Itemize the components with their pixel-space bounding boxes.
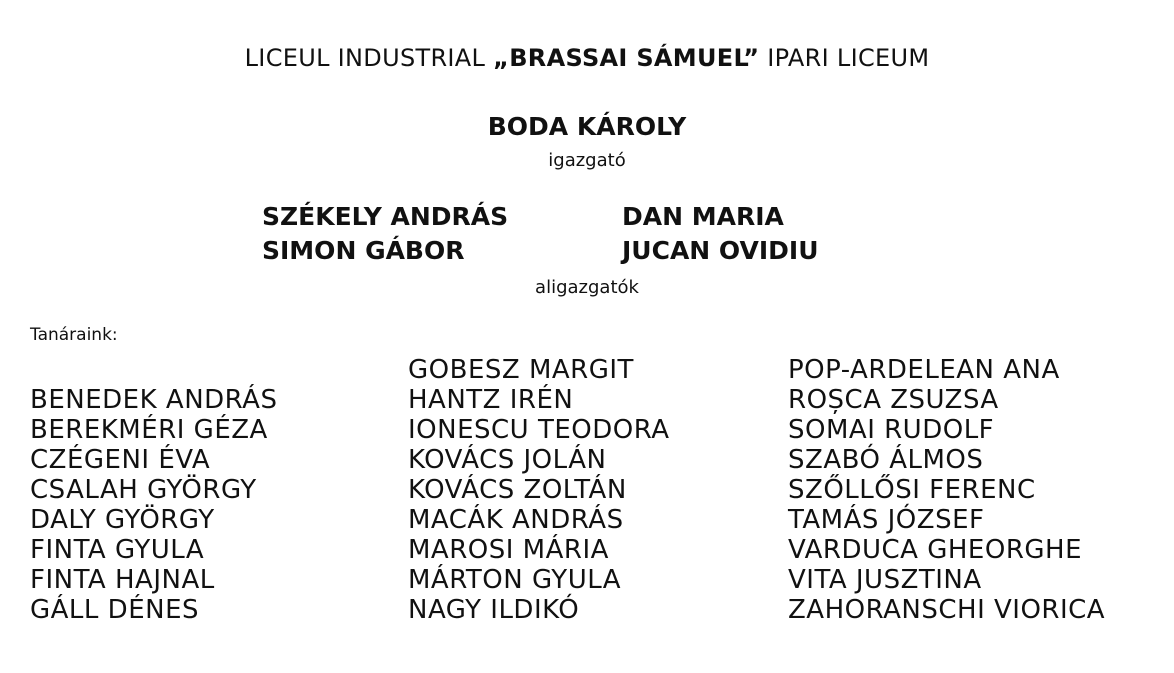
teacher-name: VITA JUSZTINA xyxy=(788,565,982,595)
teachers-column-2 xyxy=(408,355,670,625)
deputies-column-2 xyxy=(622,200,819,268)
teacher-name: MACÁK ANDRÁS xyxy=(408,505,624,535)
teachers-column-1 xyxy=(30,385,277,625)
teacher-name: SZŐLLŐSI FERENC xyxy=(788,475,1036,505)
teacher-name: DALY GYÖRGY xyxy=(30,505,215,535)
director-role: igazgató xyxy=(548,150,626,171)
teacher-name: VARDUCA GHEORGHE xyxy=(788,535,1083,565)
teachers-column-3 xyxy=(788,355,1105,625)
school-title xyxy=(0,44,1174,72)
teacher-name: HANTZ IRÉN xyxy=(408,385,574,415)
teacher-name: FINTA HAJNAL xyxy=(30,565,215,595)
deputy-name: DAN MARIA xyxy=(622,202,784,231)
teacher-name: GOBESZ MARGIT xyxy=(408,355,634,385)
teacher-name: BENEDEK ANDRÁS xyxy=(30,385,278,415)
teacher-name: FINTA GYULA xyxy=(30,535,205,565)
teacher-name: MÁRTON GYULA xyxy=(408,565,622,595)
teacher-name: BEREKMÉRI GÉZA xyxy=(30,415,268,445)
deputies-column-1 xyxy=(262,200,508,268)
teacher-name: CZÉGENI ÉVA xyxy=(30,445,211,475)
deputy-name: SIMON GÁBOR xyxy=(262,236,465,265)
teachers-label: Tanáraink: xyxy=(30,325,118,345)
teacher-name: SOMAI RUDOLF xyxy=(788,415,995,445)
teacher-name: IONESCU TEODORA xyxy=(408,415,670,445)
teacher-name: KOVÁCS JOLÁN xyxy=(408,445,607,475)
teacher-name: KOVÁCS ZOLTÁN xyxy=(408,475,627,505)
teacher-name: ZAHORANSCHI VIORICA xyxy=(788,595,1106,625)
teacher-name: GÁLL DÉNES xyxy=(30,595,199,625)
teacher-name: POP-ARDELEAN ANA xyxy=(788,355,1060,385)
teacher-name: TAMÁS JÓZSEF xyxy=(788,505,985,535)
deputies-role: aligazgatók xyxy=(535,277,639,298)
teacher-name: MAROSI MÁRIA xyxy=(408,535,609,565)
school-title-name: „BRASSAI SÁMUEL” xyxy=(493,44,760,72)
teacher-name: NAGY ILDIKÓ xyxy=(408,595,580,625)
teacher-name: CSALAH GYÖRGY xyxy=(30,475,257,505)
deputy-name: SZÉKELY ANDRÁS xyxy=(262,202,509,231)
director-name: BODA KÁROLY xyxy=(487,112,687,141)
school-title-suffix: IPARI LICEUM xyxy=(767,44,930,72)
deputy-name: JUCAN OVIDIU xyxy=(622,236,819,265)
teacher-name: ROȘCA ZSUZSA xyxy=(788,385,999,415)
teacher-name: SZABÓ ÁLMOS xyxy=(788,445,984,475)
school-title-prefix: LICEUL INDUSTRIAL xyxy=(244,44,486,72)
